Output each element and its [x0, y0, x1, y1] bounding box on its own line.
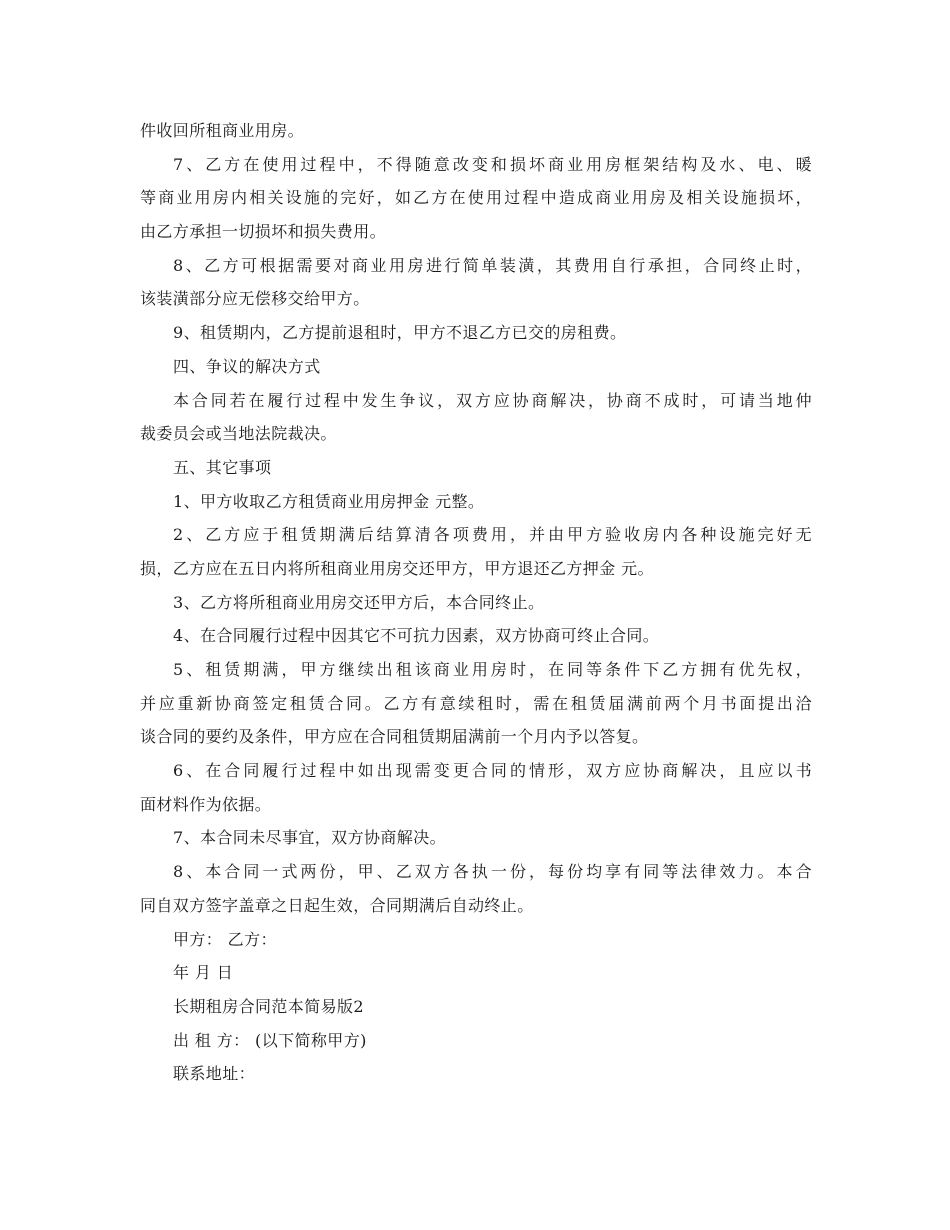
contract-title: 长期租房合同范本简易版2 — [173, 996, 364, 1016]
text-line: 8、本合同一式两份，甲、乙双方各执一份，每份均享有同等法律效力。本合 — [173, 862, 812, 882]
section-heading: 五、其它事项 — [173, 457, 272, 477]
text-line: 该装潢部分应无偿移交给甲方。 — [140, 289, 370, 309]
text-line: 同自双方签字盖章之日起生效，合同期满后自动终止。 — [140, 895, 534, 915]
text-line: 本合同若在履行过程中发生争议，双方应协商解决，协商不成时，可请当地仲 — [173, 390, 812, 410]
address-line: 联系地址： — [173, 1064, 256, 1084]
text-line: 5、租赁期满，甲方继续出租该商业用房时，在同等条件下乙方拥有优先权， — [173, 660, 812, 679]
text-line: 由乙方承担一切损坏和损失费用。 — [140, 222, 387, 242]
text-line: 面材料作为依据。 — [140, 794, 272, 814]
text-line: 1、甲方收取乙方租赁商业用房押金 元整。 — [173, 491, 485, 511]
text-line: 9、租赁期内，乙方提前退租时，甲方不退乙方已交的房租费。 — [173, 323, 627, 343]
text-line: 6、在合同履行过程中如出现需变更合同的情形，双方应协商解决，且应以书 — [173, 761, 812, 781]
document-body — [140, 114, 812, 1091]
signature-line: 甲方： 乙方： — [173, 929, 277, 949]
text-line: 4、在合同履行过程中因其它不可抗力因素，双方协商可终止合同。 — [173, 626, 660, 646]
text-line: 损，乙方应在五日内将所租商业用房交还甲方，甲方退还乙方押金 元。 — [140, 558, 654, 578]
date-line: 年 月 日 — [173, 963, 234, 983]
text-line: 等商业用房内相关设施的完好，如乙方在使用过程中造成商业用房及相关设施损坏， — [140, 188, 812, 208]
text-line: 裁委员会或当地法院裁决。 — [140, 424, 337, 444]
text-line: 并应重新协商签定租赁合同。乙方有意续租时，需在租赁届满前两个月书面提出洽 — [140, 693, 812, 713]
section-heading: 四、争议的解决方式 — [173, 356, 321, 376]
text-line: 8、乙方可根据需要对商业用房进行简单装潢，其费用自行承担，合同终止时， — [173, 255, 812, 275]
text-line: 3、乙方将所租商业用房交还甲方后，本合同终止。 — [173, 592, 545, 612]
text-line: 7、乙方在使用过程中，不得随意改变和损坏商业用房框架结构及水、电、暖 — [173, 154, 812, 174]
text-line: 谈合同的要约及条件，甲方应在合同租赁期届满前一个月内予以答复。 — [140, 727, 649, 747]
text-line: 件收回所租商业用房。 — [140, 121, 305, 140]
text-line: 2、乙方应于租赁期满后结算清各项费用，并由甲方验收房内各种设施完好无 — [173, 525, 812, 545]
lessor-line: 出 租 方： (以下简称甲方) — [173, 1030, 367, 1050]
text-line: 7、本合同未尽事宜，双方协商解决。 — [173, 828, 446, 848]
